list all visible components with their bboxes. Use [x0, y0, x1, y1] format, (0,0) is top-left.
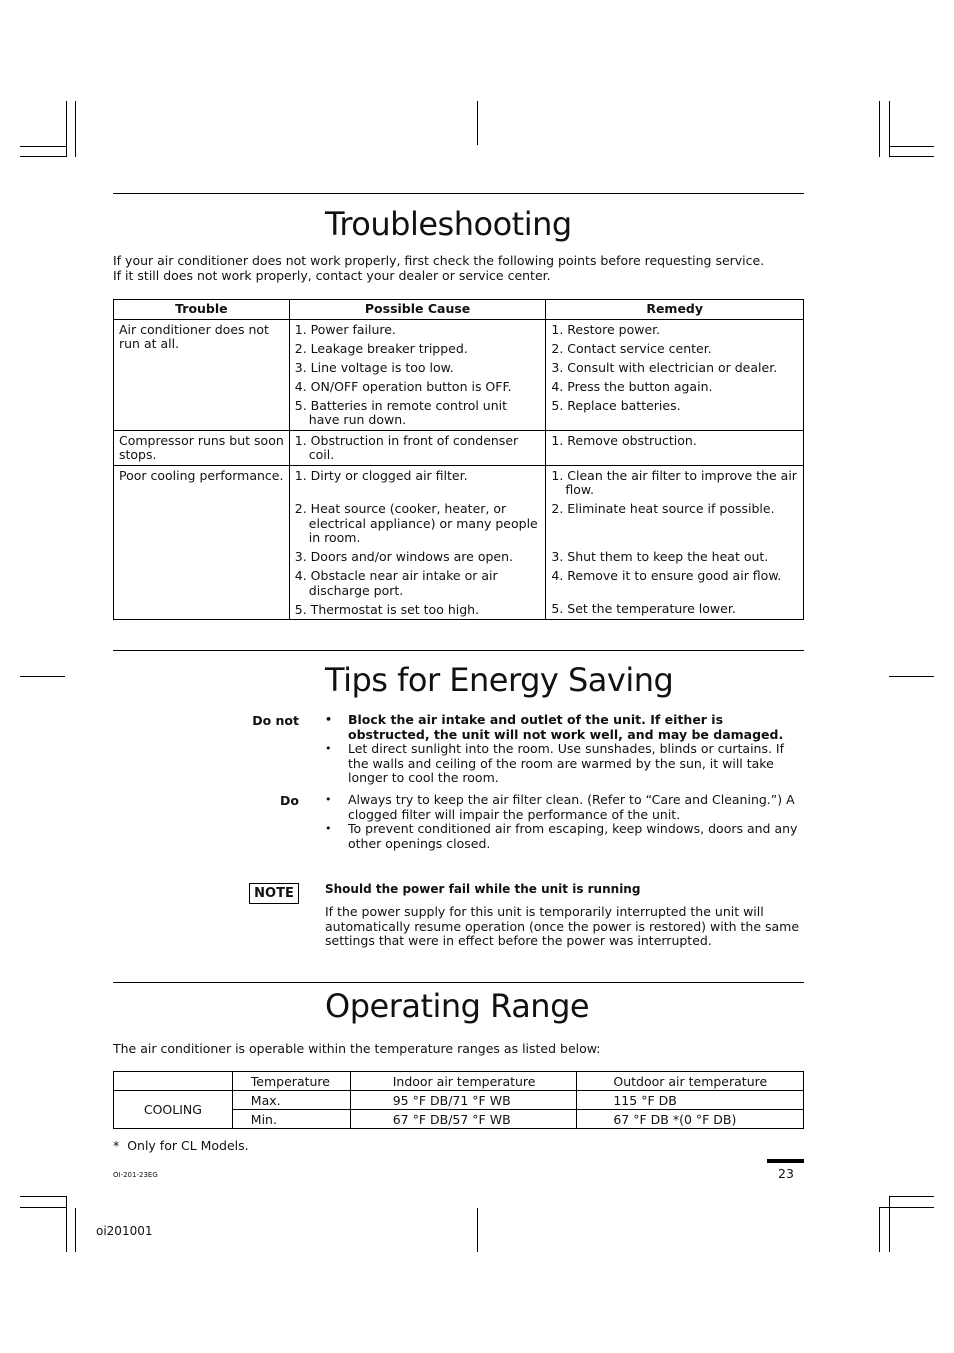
section-rule [113, 193, 804, 194]
row-label: Max. [232, 1091, 350, 1110]
cause-cell [289, 465, 546, 620]
bullet: • [325, 822, 332, 835]
list-item: 5. Batteries in remote control unit have run down. [294, 397, 508, 427]
list-item: 3. Line voltage is too low. [294, 359, 454, 375]
table-row [114, 430, 804, 465]
do-not-list [325, 713, 805, 786]
header-remedy: Remedy [546, 300, 804, 320]
remedy-cell [546, 430, 804, 465]
bullet: • [325, 793, 332, 806]
header-indoor: Indoor air temperature [350, 1072, 577, 1091]
energy-title: Tips for Energy Saving [325, 661, 674, 699]
table-row [114, 465, 804, 620]
remedy-cell [546, 465, 804, 620]
list-item: 2. Heat source (cooker, heater, or electrical appliance) or many people in room. [294, 501, 538, 545]
row-label: Min. [232, 1110, 350, 1129]
remedy-cell [546, 319, 804, 430]
list-item: 2. Leakage breaker tripped. [294, 340, 468, 356]
troubleshooting-table [113, 299, 804, 620]
do-label: Do [280, 793, 299, 808]
do-list [325, 793, 805, 851]
trouble-cell: Poor cooling performance. [114, 465, 290, 620]
table-row [114, 319, 804, 430]
do-not-label: Do not [252, 713, 299, 728]
indoor-value: 95 °F DB/71 °F WB [350, 1091, 577, 1110]
bullet: • [325, 713, 333, 726]
list-item: 5. Set the temperature lower. [551, 601, 736, 616]
list-item: 4. ON/OFF operation button is OFF. [294, 378, 512, 394]
section-rule [113, 650, 804, 651]
list-item: 3. Doors and/or windows are open. [294, 549, 513, 564]
operating-title: Operating Range [325, 987, 590, 1025]
table-header-row [114, 300, 804, 320]
operating-range-table [113, 1071, 804, 1129]
doc-code: OI-201-23EG [113, 1171, 158, 1179]
list-item: 4. Obstacle near air intake or air discharge port. [294, 568, 498, 598]
list-item: 3. Shut them to keep the heat out. [551, 548, 769, 564]
list-item: • To prevent conditioned air from escaping, keep windows, doors and any other openings closed. [325, 821, 798, 851]
troubleshooting-intro: If your air conditioner does not work properly, first check the following points before requesting service. If it still does not work properly, contact your dealer or service center. [113, 253, 765, 283]
list-item: 4. Remove it to ensure good air flow. [551, 567, 782, 583]
list-item: 2. Contact service center. [551, 340, 712, 356]
list-item: • Always try to keep the air filter clean. (Refer to “Care and Cleaning.”) A clogged filter will impair the performance of the unit. [325, 792, 795, 822]
troubleshooting-title: Troubleshooting [325, 205, 572, 243]
header-possible-cause: Possible Cause [289, 300, 546, 320]
list-item: 5. Thermostat is set too high. [294, 601, 480, 617]
cause-cell [289, 430, 546, 465]
trouble-cell: Compressor runs but soon stops. [114, 430, 290, 465]
page-number: 23 [778, 1166, 794, 1181]
cause-cell [289, 319, 546, 430]
table-row [114, 1091, 804, 1110]
footnote: * Only for CL Models. [113, 1138, 249, 1153]
list-item: • Block the air intake and outlet of the unit. If either is obstructed, the unit will not work well, and may be damaged. [325, 712, 784, 742]
note-badge: NOTE [249, 883, 299, 904]
page-number-bar [767, 1159, 804, 1163]
list-item: • Let direct sunlight into the room. Use sunshades, blinds or curtains. If the walls and ceiling of the room are warmed by the sun, it will take longer to cool the room. [325, 741, 785, 785]
outdoor-value: 115 °F DB [577, 1091, 804, 1110]
indoor-value: 67 °F DB/57 °F WB [350, 1110, 577, 1129]
list-item: 2. Eliminate heat source if possible. [551, 501, 775, 516]
header-trouble: Trouble [114, 300, 290, 320]
bullet: • [325, 742, 332, 755]
list-item: 3. Consult with electrician or dealer. [551, 359, 778, 375]
trouble-cell: Air conditioner does not run at all. [114, 319, 290, 430]
note-text: If the power supply for this unit is temporarily interrupted the unit will automatically resume operation (once the power is restored) with the same settings that were in effect before the power was interrupted. [325, 904, 800, 948]
list-item: 1. Dirty or clogged air filter. [294, 467, 468, 483]
outdoor-value: 67 °F DB *(0 °F DB) [577, 1110, 804, 1129]
list-item: 1. Remove obstruction. [551, 432, 697, 448]
list-item: 1. Obstruction in front of condenser coil. [294, 432, 519, 462]
operating-intro: The air conditioner is operable within the temperature ranges as listed below: [113, 1041, 601, 1056]
note-heading: Should the power fail while the unit is running [325, 882, 641, 896]
list-item: 1. Power failure. [294, 321, 396, 337]
list-item: 4. Press the button again. [551, 378, 713, 394]
list-item: 5. Replace batteries. [551, 397, 681, 413]
list-item: 1. Restore power. [551, 321, 661, 337]
table-row [114, 1072, 804, 1091]
header-temperature: Temperature [232, 1072, 350, 1091]
file-id: oi201001 [96, 1224, 153, 1238]
header-outdoor: Outdoor air temperature [577, 1072, 804, 1091]
mode-cell: COOLING [114, 1091, 233, 1129]
list-item: 1. Clean the air filter to improve the air flow. [551, 467, 797, 497]
section-rule [113, 982, 804, 983]
